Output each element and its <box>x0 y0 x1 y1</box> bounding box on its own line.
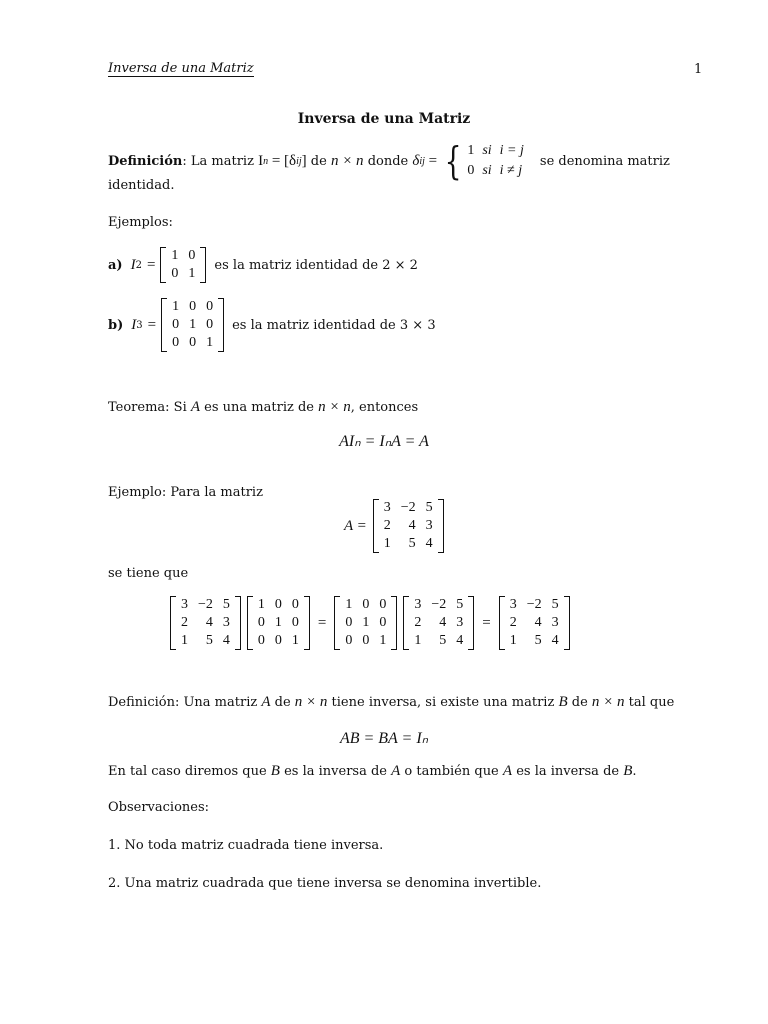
identity-subscript: n <box>263 155 269 167</box>
example2-matrix-def <box>344 499 444 553</box>
text-de: de <box>306 153 331 169</box>
matrix-row <box>340 614 391 632</box>
remark-B2: B <box>623 763 633 779</box>
example-b-eq: = <box>147 316 157 333</box>
def2-e: tal que <box>624 695 675 710</box>
matrix-row <box>505 632 564 650</box>
matrix-cell: 1 <box>189 317 197 332</box>
matrix-cell: 5 <box>222 597 230 612</box>
definition-text: : La matriz <box>182 153 259 169</box>
matrix-cell: 2 <box>509 615 517 630</box>
page-number: 1 <box>694 62 703 77</box>
matrix-cell: 1 <box>181 633 188 648</box>
remark-b: es la inversa de <box>279 764 392 779</box>
theorem-nxn: n × n <box>318 399 351 415</box>
matrix-cell: 0 <box>257 615 265 630</box>
identity-matrix-3x3 <box>161 298 224 352</box>
matrix-cell: 5 <box>205 633 213 648</box>
case2-si: si <box>482 163 492 178</box>
matrix-cell: 5 <box>439 633 447 648</box>
matrix-row <box>166 247 200 265</box>
matrix-cell: 0 <box>189 335 197 350</box>
matrix-cell: 1 <box>383 536 391 551</box>
example-a-label: a) <box>108 257 123 273</box>
matrix-cell: 1 <box>274 615 282 630</box>
delta-symbol: δ <box>412 152 420 169</box>
definition-text-c: identidad. <box>108 178 175 193</box>
matrix-cell: 0 <box>379 597 387 612</box>
product-matrix-A-2 <box>403 596 474 650</box>
matrix-cell: 1 <box>509 633 517 648</box>
cases-table <box>465 140 532 182</box>
example-b-label: b) <box>108 317 124 333</box>
example-a-eq: = <box>146 256 156 273</box>
example-b <box>108 298 436 352</box>
matrix-row <box>176 614 235 632</box>
theorem-text <box>108 399 418 416</box>
observation-1: 1. No toda matriz cuadrada tiene inversa. <box>108 838 384 853</box>
matrix-cell: 1 <box>257 597 265 612</box>
page-title: Inversa de una Matriz <box>297 111 471 127</box>
matrix-row <box>409 632 468 650</box>
delta-eq: = <box>424 152 438 169</box>
matrix-row <box>379 499 438 517</box>
case1-value: 1 <box>467 143 475 158</box>
remark-e: . <box>632 764 637 779</box>
matrix-cell: 0 <box>257 633 265 648</box>
def2-A: A <box>261 694 271 710</box>
case2-value: 0 <box>467 163 475 178</box>
case1-si: si <box>482 143 492 158</box>
example2-text: Ejemplo: Para la matriz <box>108 485 263 500</box>
matrix-row <box>340 632 391 650</box>
matrix-cell: 1 <box>171 248 179 263</box>
matrix-cell: 4 <box>456 633 464 648</box>
matrix-cell: 0 <box>379 615 387 630</box>
example-a-lhs: I <box>130 256 136 273</box>
definition-identity <box>108 140 670 182</box>
remark-A2: A <box>502 763 513 779</box>
product-matrix-I <box>247 596 310 650</box>
example-b-sub: 3 <box>136 319 143 331</box>
delta-subscript: ij <box>296 155 302 167</box>
product-eq-2: = <box>482 614 491 631</box>
matrix-cell: 5 <box>551 597 559 612</box>
def2-B: B <box>558 694 568 710</box>
matrix-cell: 0 <box>172 335 180 350</box>
matrix-cell: 1 <box>414 633 422 648</box>
matrix-cell: 0 <box>189 299 197 314</box>
matrix-cell: 3 <box>181 597 188 612</box>
matrix-row <box>253 596 304 614</box>
matrix-cell: 0 <box>362 597 370 612</box>
def2-d: de <box>567 695 592 710</box>
matrix-row <box>166 265 200 283</box>
matrix-cell: 4 <box>425 536 433 551</box>
matrix-row <box>379 535 438 553</box>
matrix-cell: 5 <box>534 633 542 648</box>
identity-symbol: I <box>258 152 264 169</box>
matrix-A <box>373 499 444 553</box>
text-donde: donde <box>363 153 413 169</box>
matrix-row <box>505 614 564 632</box>
matrix-row <box>253 632 304 650</box>
example2-lhs: A = <box>344 517 367 534</box>
observation-2: 2. Una matriz cuadrada que tiene inversa se denomina invertible. <box>108 876 542 891</box>
matrix-cell: 3 <box>222 615 230 630</box>
matrix-cell: −2 <box>400 500 416 515</box>
observations-label: Observaciones: <box>108 800 210 815</box>
matrix-cell: 3 <box>414 597 422 612</box>
matrix-row <box>379 517 438 535</box>
matrix-cell: 0 <box>206 299 214 314</box>
matrix-cell: 3 <box>456 615 464 630</box>
definition-inverse <box>108 694 674 711</box>
product-equation <box>170 596 570 650</box>
case2-cond: i ≠ j <box>499 163 523 178</box>
matrix-cell: 1 <box>206 335 214 350</box>
matrix-cell: 1 <box>379 633 387 648</box>
matrix-cell: 0 <box>274 633 282 648</box>
matrix-cell: 4 <box>551 633 559 648</box>
matrix-cell: −2 <box>431 597 447 612</box>
matrix-cell: 5 <box>425 500 433 515</box>
product-matrix-result <box>499 596 570 650</box>
product-matrix-I-2 <box>334 596 397 650</box>
theorem-formula: AIₙ = IₙA = A <box>339 433 429 450</box>
matrix-cell: 2 <box>414 615 422 630</box>
product-eq-1: = <box>317 614 327 631</box>
matrix-cell: 0 <box>345 615 353 630</box>
matrix-cell: 4 <box>439 615 447 630</box>
matrix-cell: 3 <box>509 597 517 612</box>
theorem-a: Teorema: Si <box>108 400 191 415</box>
example-a-sub: 2 <box>135 259 142 271</box>
matrix-cell: 2 <box>181 615 188 630</box>
matrix-cell: 3 <box>383 500 391 515</box>
def2-c: tiene inversa, si existe una matriz <box>327 695 559 710</box>
product-matrix-A <box>170 596 241 650</box>
matrix-cell: 0 <box>188 248 196 263</box>
matrix-cell: 0 <box>171 266 179 281</box>
matrix-cell: 5 <box>456 597 464 612</box>
matrix-cell: 0 <box>206 317 214 332</box>
matrix-row <box>409 596 468 614</box>
example2-text-after: se tiene que <box>108 566 189 581</box>
identity-eq: = [δ <box>268 152 297 169</box>
matrix-row <box>505 596 564 614</box>
definition-text-b: se denomina matriz <box>539 153 670 169</box>
matrix-cell: 4 <box>205 615 213 630</box>
case1-cond: i = j <box>499 143 524 158</box>
matrix-cell: 0 <box>345 633 353 648</box>
delta-subscript-2: ij <box>419 155 425 167</box>
matrix-cell: 0 <box>172 317 180 332</box>
theorem-c: , entonces <box>350 400 419 415</box>
def2-nxn: n × n <box>294 694 328 710</box>
matrix-row <box>167 334 218 352</box>
remark-text <box>108 763 637 780</box>
remark-A: A <box>391 763 401 779</box>
inverse-formula: AB = BA = Iₙ <box>339 730 429 747</box>
matrix-cell: −2 <box>526 597 542 612</box>
remark-d: es la inversa de <box>512 764 624 779</box>
matrix-cell: 0 <box>274 597 282 612</box>
theorem-A: A <box>190 399 201 415</box>
matrix-cell: 1 <box>188 266 196 281</box>
theorem-b: es una matriz de <box>200 400 319 415</box>
remark-B: B <box>270 763 280 779</box>
running-header-title: Inversa de una Matriz <box>108 61 254 76</box>
matrix-row <box>253 614 304 632</box>
matrix-cell: 3 <box>551 615 559 630</box>
matrix-cell: 1 <box>362 615 370 630</box>
matrix-cell: 0 <box>362 633 370 648</box>
remark-a: En tal caso diremos que <box>108 764 271 779</box>
example-b-lhs: I <box>131 316 137 333</box>
matrix-cell: 4 <box>408 518 416 533</box>
matrix-row <box>176 632 235 650</box>
bracket-close: ] <box>301 152 307 169</box>
example-b-text: es la matriz identidad de 3 × 3 <box>232 317 436 333</box>
def2-b: de <box>270 695 295 710</box>
matrix-cell: 0 <box>291 597 299 612</box>
definition-label: Definición <box>108 153 183 169</box>
matrix-cell: 1 <box>345 597 353 612</box>
matrix-row <box>167 316 218 334</box>
matrix-row <box>340 596 391 614</box>
matrix-row <box>176 596 235 614</box>
matrix-cell: 4 <box>534 615 542 630</box>
matrix-cell: 3 <box>425 518 433 533</box>
matrix-cell: 0 <box>291 615 299 630</box>
matrix-cell: 1 <box>172 299 180 314</box>
example-a-text: es la matriz identidad de 2 × 2 <box>214 257 418 273</box>
matrix-row <box>167 298 218 316</box>
remark-c: o también que <box>400 764 503 779</box>
matrix-cell: 1 <box>291 633 299 648</box>
identity-matrix-2x2 <box>160 247 206 283</box>
cases-brace: { <box>444 139 462 183</box>
matrix-cell: 2 <box>383 518 391 533</box>
def2-nxn2: n × n <box>591 694 625 710</box>
def2-a: Definición: Una matriz <box>108 695 262 710</box>
nxn: n × n <box>330 152 364 169</box>
matrix-cell: 4 <box>222 633 230 648</box>
example-a <box>108 247 418 283</box>
examples-label: Ejemplos: <box>108 215 173 230</box>
matrix-cell: 5 <box>408 536 416 551</box>
matrix-row <box>409 614 468 632</box>
matrix-cell: −2 <box>198 597 213 612</box>
